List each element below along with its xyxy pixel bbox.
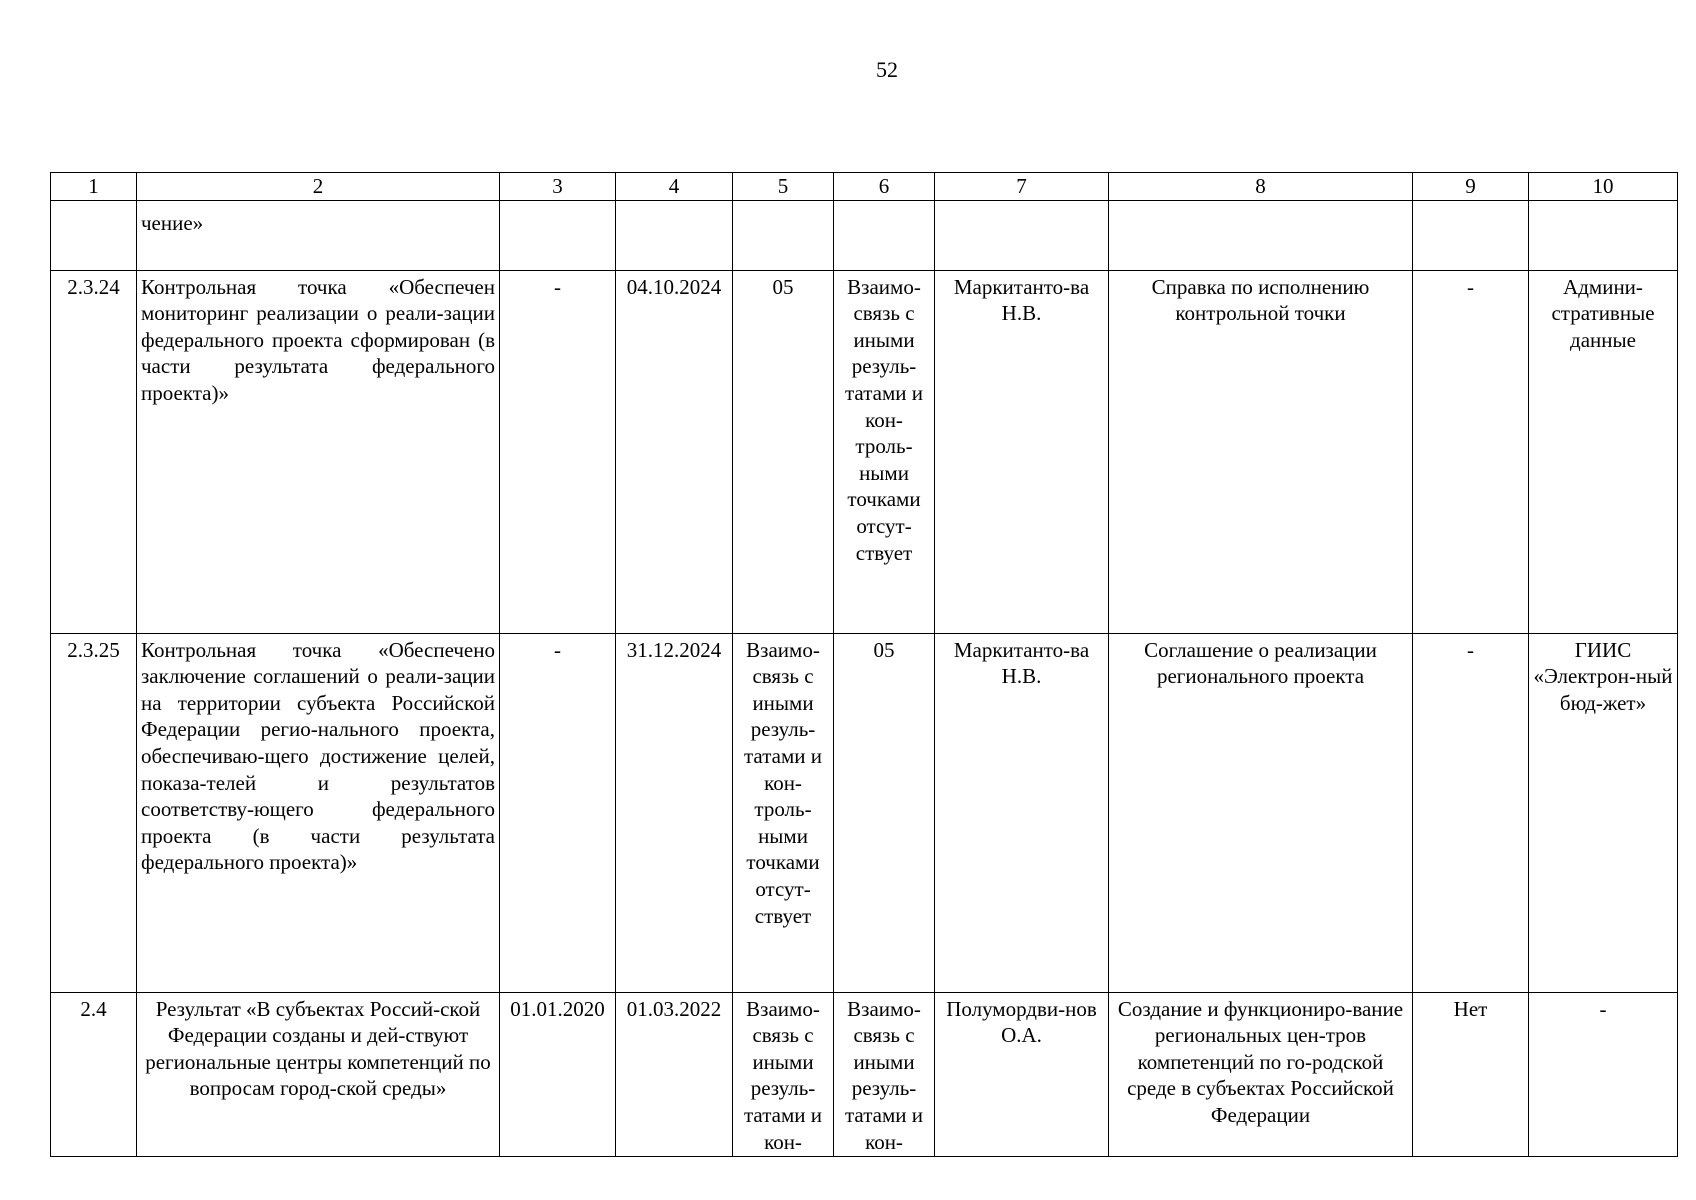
- cell-start: -: [500, 270, 616, 633]
- cell-name: Контрольная точка «Обеспечено заключение соглашений о реали-зации на территории субъекта Российской Федерации регио-нального проекта, обеспечиваю-щего достижение целей, показа-телей и результатов соответству-ющего федерального проекта (в части результата федерального проекта)»: [137, 633, 500, 992]
- cell-start: 01.01.2020: [500, 992, 616, 1156]
- column-header: 8: [1109, 173, 1413, 201]
- column-header: 2: [137, 173, 500, 201]
- cell-start: [500, 200, 616, 270]
- table-row: [51, 633, 1678, 992]
- cell-flag: [1413, 200, 1529, 270]
- cell-name: Результат «В субъектах Россий-ской Федерации созданы и дей-ствуют региональные центры компетенций по вопросам город-ской среды»: [137, 992, 500, 1156]
- cell-end: 31.12.2024: [616, 633, 733, 992]
- page-number: 52: [876, 57, 898, 82]
- column-header: 1: [51, 173, 137, 201]
- cell-responsible: Полумордви-нов О.А.: [935, 992, 1109, 1156]
- cell-number: 2.4: [51, 992, 137, 1156]
- cell-result: Создание и функциониро-вание региональных цен-тров компетенций по го-родской среде в субъектах Российской Федерации: [1109, 992, 1413, 1156]
- cell-system: -: [1529, 992, 1678, 1156]
- cell-system: ГИИС «Электрон-ный бюд-жет»: [1529, 633, 1678, 992]
- cell-flag: -: [1413, 633, 1529, 992]
- cell-predecessor: [733, 200, 834, 270]
- cell-responsible: Маркитанто-ва Н.В.: [935, 270, 1109, 633]
- cell-system: Админи-стративные данные: [1529, 270, 1678, 633]
- cell-successor: 05: [834, 633, 935, 992]
- project-plan-table: [50, 172, 1678, 1157]
- cell-predecessor: Взаимо-связь с иными резуль-татами и кон-: [733, 992, 834, 1156]
- table-row: [51, 270, 1678, 633]
- cell-result: Соглашение о реализации регионального проекта: [1109, 633, 1413, 992]
- column-header: 7: [935, 173, 1109, 201]
- cell-name: чение»: [137, 200, 500, 270]
- cell-number: [51, 200, 137, 270]
- column-header: 6: [834, 173, 935, 201]
- cell-system: [1529, 200, 1678, 270]
- column-header: 10: [1529, 173, 1678, 201]
- table-row: [51, 992, 1678, 1156]
- cell-flag: -: [1413, 270, 1529, 633]
- cell-end: 04.10.2024: [616, 270, 733, 633]
- cell-number: 2.3.25: [51, 633, 137, 992]
- cell-responsible: [935, 200, 1109, 270]
- cell-flag: Нет: [1413, 992, 1529, 1156]
- column-header: 9: [1413, 173, 1529, 201]
- cell-start: -: [500, 633, 616, 992]
- cell-result: Справка по исполнению контрольной точки: [1109, 270, 1413, 633]
- table-row: [51, 200, 1678, 270]
- column-header: 3: [500, 173, 616, 201]
- cell-successor: Взаимо-связь с иными резуль-татами и кон-троль-ными точками отсут-ствует: [834, 270, 935, 633]
- table-header-row: [51, 173, 1678, 201]
- cell-successor: Взаимо-связь с иными резуль-татами и кон-: [834, 992, 935, 1156]
- cell-predecessor: 05: [733, 270, 834, 633]
- cell-predecessor: Взаимо-связь с иными резуль-татами и кон-троль-ными точками отсут-ствует: [733, 633, 834, 992]
- cell-responsible: Маркитанто-ва Н.В.: [935, 633, 1109, 992]
- cell-end: 01.03.2022: [616, 992, 733, 1156]
- cell-result: [1109, 200, 1413, 270]
- cell-successor: [834, 200, 935, 270]
- column-header: 5: [733, 173, 834, 201]
- cell-name: Контрольная точка «Обеспечен мониторинг реализации о реали-зации федерального проекта сформирован (в части результата федерального проекта)»: [137, 270, 500, 633]
- column-header: 4: [616, 173, 733, 201]
- cell-end: [616, 200, 733, 270]
- cell-number: 2.3.24: [51, 270, 137, 633]
